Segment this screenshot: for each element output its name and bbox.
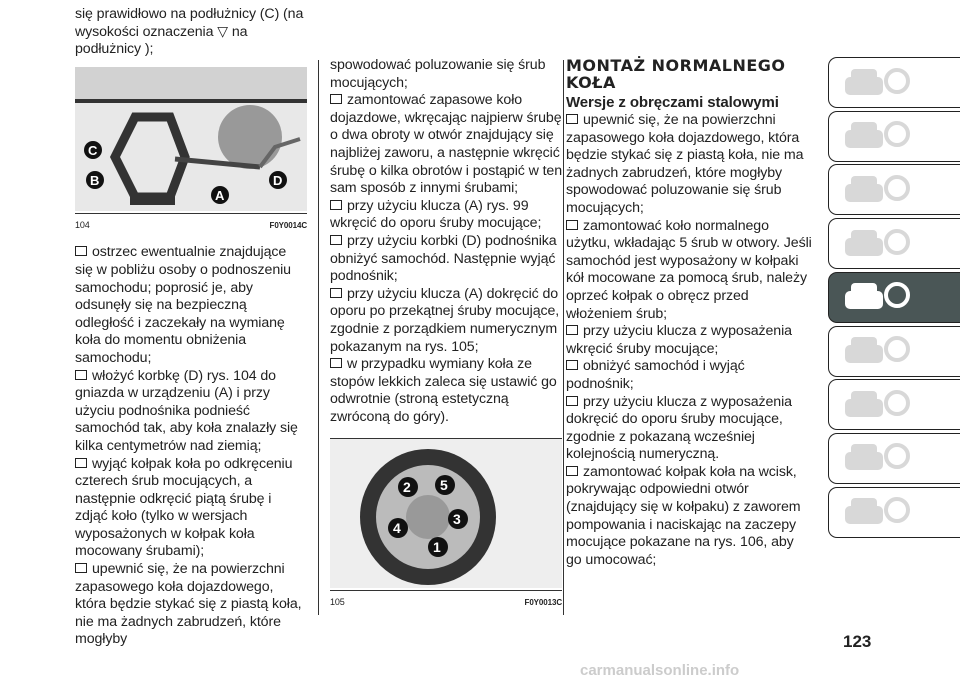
svg-text:3: 3 <box>453 511 461 528</box>
index-icon <box>841 494 911 530</box>
bullet: obniżyć samochód i wyjąć podnośnik; <box>566 358 812 393</box>
column-2 <box>330 57 562 622</box>
label-d: D <box>273 172 283 188</box>
svg-text:5: 5 <box>440 477 448 494</box>
svg-text:1: 1 <box>433 539 441 556</box>
subheading: Wersje z obręczami stalowymi <box>566 94 779 111</box>
key-steering-icon <box>841 226 911 262</box>
technical-data-icon <box>841 387 911 423</box>
bullet: przy użyciu klucza (A) rys. 99 wkręcić do oporu śruby mocujące; <box>330 198 562 233</box>
label-a: A <box>215 187 225 203</box>
bullet: włożyć korbkę (D) rys. 104 do gniazda w urządzeniu (A) i przy użyciu podnośnika podnieść samochód tak, aby koła znalazły się kilka centymetrów nad ziemią; <box>75 368 307 456</box>
figure-jack <box>75 67 307 211</box>
figure-number: 104 <box>75 219 90 230</box>
svg-text:2: 2 <box>403 479 411 496</box>
column-1 <box>75 6 307 649</box>
bullet: ostrzec ewentualnie znajdujące się w pobliżu osoby o podnoszeniu samochodu; poprosić je, aby odsunęły się na bezpieczną odległość i zaczekały na wymianę koła do momentu obniżenia samochodu; <box>75 244 307 367</box>
emergency-icon <box>841 279 911 315</box>
bullet: wyjąć kołpak koła po odkręceniu czterech śrub mocujących, a następnie odkręcić piątą śrubę i zdjąć koło (tylko w wersjach wyposażonych w kołpak koła mocowany śrubami); <box>75 456 307 562</box>
chapter-tab-6[interactable] <box>828 326 960 377</box>
page-number: 123 <box>843 632 872 651</box>
bullet: upewnić się, że na powierzchni zapasowego koła dojazdowego, która będzie stykać się z piastą koła, nie ma żadnych zabrudzeń, które mogłyby <box>75 561 307 649</box>
warning-lights-icon <box>841 118 911 154</box>
chapter-tab-5[interactable] <box>828 272 960 323</box>
chapter-tab-4[interactable] <box>828 218 960 269</box>
bullet: w przypadku wymiany koła ze stopów lekkich zaleca się ustawić go odwrotnie (stroną estetyczną zwróconą do góry). <box>330 356 562 426</box>
figure-caption <box>330 590 562 612</box>
car-maintenance-icon <box>841 333 911 369</box>
label-b: B <box>90 172 100 188</box>
wheel-illustration <box>330 439 562 588</box>
section-heading: MONTAŻ NORMALNEGO KOŁA <box>566 56 786 92</box>
figure-code: F0Y0014C <box>269 220 307 230</box>
bullet: przy użyciu korbki (D) podnośnika obniżyć samochód. Następnie wyjąć podnośnik; <box>330 233 562 286</box>
chapter-tab-9[interactable] <box>828 487 960 538</box>
bullet: przy użyciu klucza z wyposażenia wkręcić śruby mocujące; <box>566 323 812 358</box>
intro-text: spowodować poluzowanie się śrub mocujących; <box>330 57 546 91</box>
chapter-tab-1[interactable] <box>828 57 960 108</box>
bullet: zamontować kołpak koła na wcisk, pokrywając odpowiedni otwór (znajdujący się w kołpaku) z zaworem pompowania i naciskając na zaczepy mocujące pokazane na rys. 106, aby go umocować; <box>566 464 812 570</box>
bullet: zamontować zapasowe koło dojazdowe, wkręcając najpierw śrubę o dwa obroty w otwór znajdujący się najbliżej zaworu, a następnie wkręcić śrubę o kilka obrotów i postąpić w ten sam sposób z innymi śrubami; <box>330 92 562 197</box>
svg-text:4: 4 <box>393 520 401 537</box>
jack-illustration <box>75 67 307 211</box>
car-info-icon <box>841 65 911 101</box>
watermark: carmanualsonline.info <box>580 662 740 679</box>
chapter-tab-8[interactable] <box>828 433 960 484</box>
bullet: zamontować koło normalnego użytku, wkładając 5 śrub w otwory. Jeśli samochód jest wyposażony w kołpaki kół mocowane za pomocą śrub, należy oprzeć kołpak o obręcz przed włożeniem śrub; <box>566 217 812 322</box>
multimedia-icon <box>841 440 911 476</box>
figure-wheel <box>330 438 562 588</box>
bullet: przy użyciu klucza z wyposażenia dokręcić do oporu śruby mocujące, zgodnie z pokazaną wcześniej kolejnością numeryczną. <box>566 394 812 464</box>
chapter-tab-3[interactable] <box>828 164 960 215</box>
safety-airbag-icon <box>841 172 911 208</box>
figure-code: F0Y0013C <box>524 598 562 608</box>
label-c: C <box>88 142 98 158</box>
bullet: przy użyciu klucza (A) dokręcić do oporu po przekątnej śruby mocujące, zgodnie z porządkiem numerycznym pokazanym na rys. 105; <box>330 286 562 356</box>
figure-caption <box>75 213 307 235</box>
figure-number: 105 <box>330 597 345 608</box>
intro-text: się prawidłowo na podłużnicy (C) (na wysokości oznaczenia ▽ na podłużnicy ); <box>75 6 304 58</box>
bullet: upewnić się, że na powierzchni zapasowego koła dojazdowego, która będzie stykać się z piastą koła, nie ma żadnych zabrudzeń, które mogłyby spowodować poluzowanie się śrub mocujących; <box>566 112 812 218</box>
column-3 <box>566 57 812 569</box>
chapter-tab-7[interactable] <box>828 379 960 430</box>
chapter-tab-2[interactable] <box>828 111 960 162</box>
